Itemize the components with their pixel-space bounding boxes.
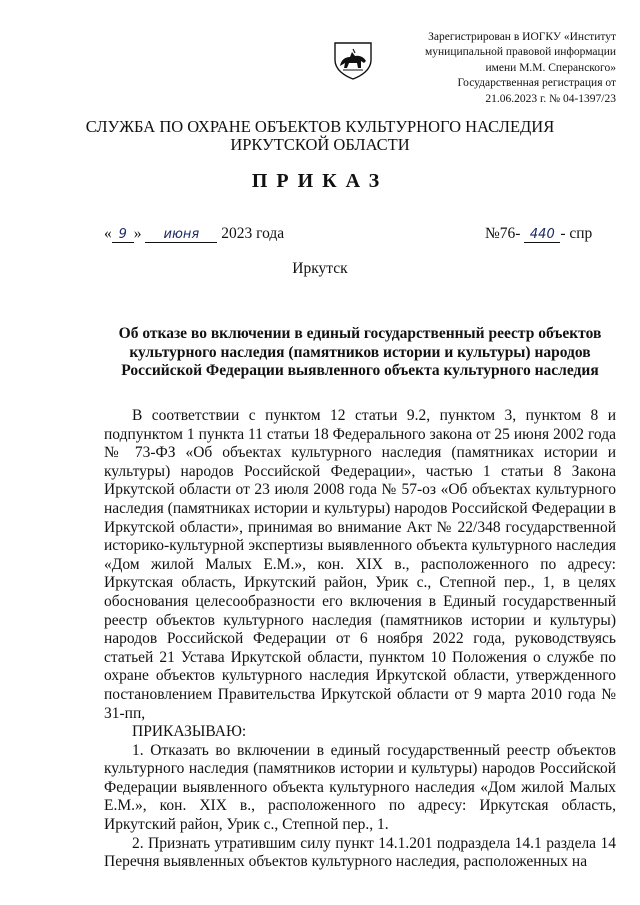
order-item-1: 1. Отказать во включении в единый государственный реестр объектов культурного наследия (памятников истории и культуры) народов Российской Федерации выявленного объекта культурного наследия «Дом жилой Малых Е.М.», кон. XIX в., расположенного по адресу: Иркутская область, Иркутский район, Урик с., Степной пер., 1. [104, 741, 616, 834]
order-body [104, 407, 616, 872]
date-year: 2023 года [221, 225, 285, 242]
order-date [104, 225, 284, 243]
order-word: ПРИКАЗЫВАЮ: [132, 723, 247, 741]
coat-of-arms-icon [331, 40, 375, 80]
registration-line: муниципальной правовой информации [424, 46, 616, 59]
registration-line: 21.06.2023 г. № 04-1397/23 [485, 92, 616, 105]
registration-line: Государственная регистрация от [457, 77, 616, 90]
order-item-2: 2. Признать утратившим силу пункт 14.1.201 подраздела 14.1 раздела 14 Перечня выявленных объектов культурного наследия, расположенных на [104, 834, 616, 871]
organization-line-1: СЛУЖБА ПО ОХРАНЕ ОБЪЕКТОВ КУЛЬТУРНОГО НАСЛЕДИЯ [85, 117, 555, 136]
city: Иркутск [292, 260, 348, 277]
date-day: 9 [112, 227, 134, 243]
number-prefix: №76- [485, 225, 521, 242]
date-open-quote: « [104, 225, 112, 242]
order-number [485, 225, 592, 243]
order-heading: Об отказе во включении в единый государственный реестр объектов культурного наследия (памятников истории и культуры) народов Российской Федерации выявленного объекта культурного наследия [118, 325, 602, 379]
organization-line-2: ИРКУТСКОЙ ОБЛАСТИ [230, 135, 410, 154]
number-value: 440 [524, 227, 560, 243]
registration-line: имени М.М. Сперанского» [485, 61, 616, 74]
date-month: июня [145, 227, 217, 243]
registration-note [420, 30, 616, 107]
preamble-paragraph: В соответствии с пунктом 12 статьи 9.2, пунктом 3, пунктом 8 и подпунктом 1 пункта 11 статьи 18 Федерального закона от 25 июня 2002 года № 73-ФЗ «Об объектах культурного наследия (памятниках истории и культуры) народов Российской Федерации», частью 1 статьи 8 Закона Иркутской области от 23 июля 2008 года № 57-оз «Об объектах культурного наследия (памятниках истории и культуры) народов Российской Федерации в Иркутской области», принимая во внимание Акт № 22/348 государственной историко-культурной экспертизы выявленного объекта культурного наследия «Дом жилой Малых Е.М.», кон. XIX в., расположенного по адресу: Иркутская область, Иркутский район, Урик с., Степной пер., 1, в целях обоснования целесообразности его включения в Единый государственный реестр объектов культурного наследия (памятников истории и культуры) народов Российской Федерации от 6 ноября 2022 года, руководствуясь статьей 21 Устава Иркутской области, пунктом 10 Положения о службе по охране объектов культурного наследия Иркутской области, утвержденного постановлением Правительства Иркутской области от 9 марта 2010 года № 31-пп, [104, 407, 616, 722]
organization-name [0, 118, 640, 154]
number-suffix: - спр [560, 225, 593, 242]
registration-line: Зарегистрирован в ИОГКУ «Институт [428, 31, 616, 43]
document-title: ПРИКАЗ [251, 170, 389, 192]
date-close-quote: » [133, 225, 142, 242]
